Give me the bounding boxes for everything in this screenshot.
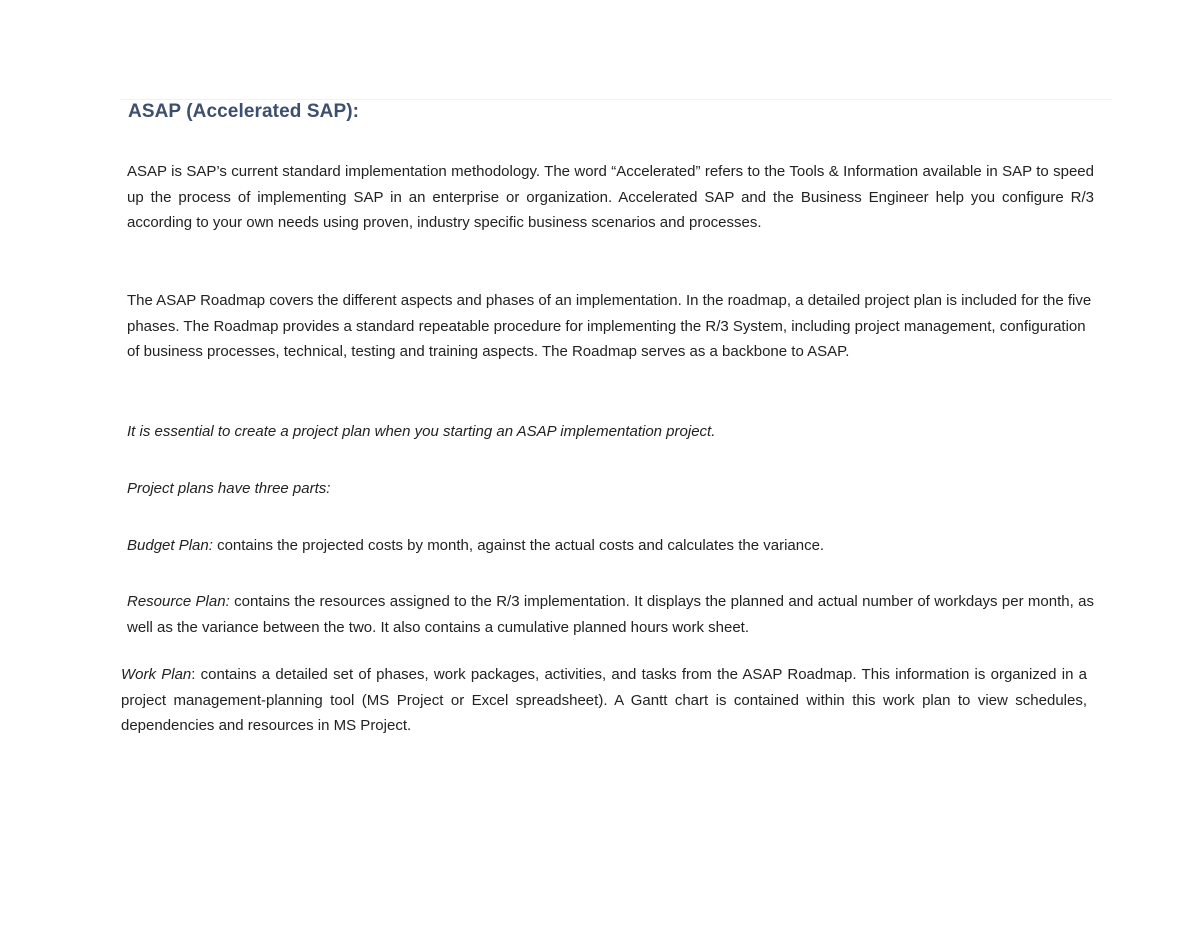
work-plan-text: : contains a detailed set of phases, work packages, activities, and tasks from the ASAP Roadmap. This information is organized in a project management-planning tool (MS Project or Excel spreadsheet). A Gantt chart is contained within this work plan to view schedules, dependencies and resources in MS Project. [121, 666, 1088, 734]
intro-paragraph: ASAP is SAP’s current standard implementation methodology. The word “Accelerated” refers to the Tools & Information available in SAP to speed up the process of implementing SAP in an enterprise or organization. Accelerated SAP and the Business Engineer help you configure R/3 according to your own needs using proven, industry specific business scenarios and processes. [127, 163, 1094, 231]
resource-plan-term: Resource Plan: [127, 593, 230, 610]
resource-plan-text: contains the resources assigned to the R/3 implementation. It displays the planned and actual number of workdays per month, as well as the variance between the two. It also contains a cumulative planned hours work sheet. [127, 593, 1094, 636]
page-title: ASAP (Accelerated SAP): [128, 101, 360, 122]
roadmap-paragraph: The ASAP Roadmap covers the different aspects and phases of an implementation. In the roadmap, a detailed project plan is included for the five phases. The Roadmap provides a standard repeatable procedure for implementing the R/3 System, including project management, configuration of business processes, technical, testing and training aspects. The Roadmap serves as a backbone to ASAP. [127, 292, 1092, 360]
resource-plan-paragraph [127, 589, 1094, 640]
work-plan-term: Work Plan [121, 666, 192, 683]
work-plan-paragraph [121, 662, 1087, 739]
budget-plan-text: contains the projected costs by month, against the actual costs and calculates the variance. [212, 537, 825, 554]
budget-plan-term: Budget Plan: [127, 537, 213, 554]
budget-plan-paragraph [127, 533, 1094, 559]
project-plan-note: It is essential to create a project plan when you starting an ASAP implementation project. [127, 423, 716, 440]
project-plan-parts-intro: Project plans have three parts: [127, 480, 331, 497]
top-divider [120, 99, 1112, 100]
